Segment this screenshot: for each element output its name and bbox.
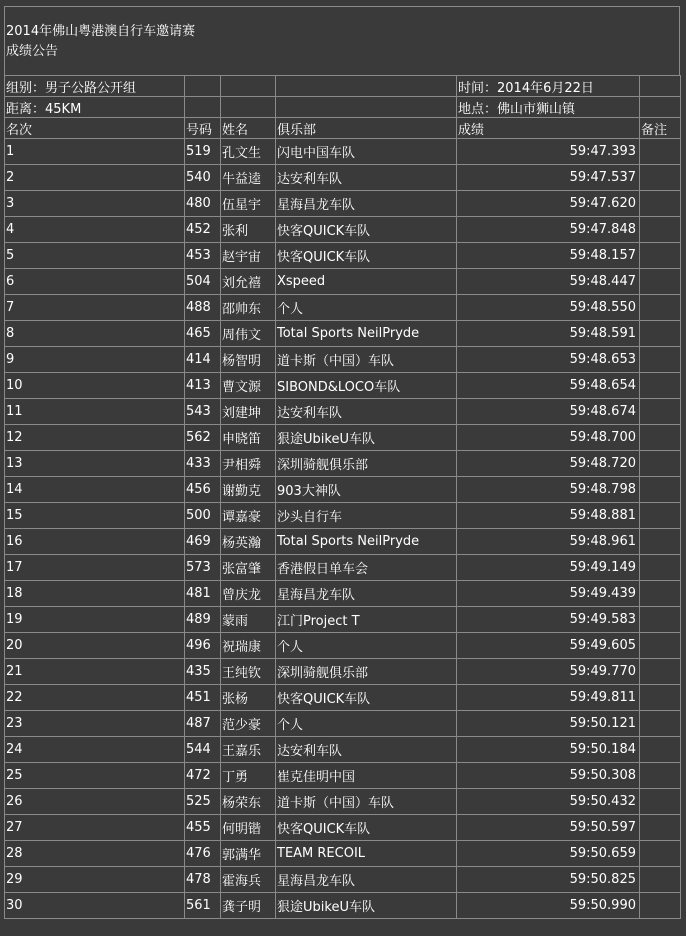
col-header-name: 姓名 (221, 118, 276, 139)
bib-cell: 487 (185, 711, 221, 737)
rank-cell: 1 (5, 139, 185, 165)
name-cell: 刘允禧 (221, 269, 276, 295)
bib-cell: 488 (185, 295, 221, 321)
name-cell: 范少豪 (221, 711, 276, 737)
rank-cell: 23 (5, 711, 185, 737)
bib-cell: 540 (185, 165, 221, 191)
club-cell: 狠途UbikeU车队 (276, 893, 457, 919)
bib-cell: 478 (185, 867, 221, 893)
remark-cell (640, 425, 681, 451)
rank-cell: 25 (5, 763, 185, 789)
result-cell: 59:48.798 (457, 477, 640, 503)
remark-cell (640, 347, 681, 373)
club-cell: TEAM RECOIL (276, 841, 457, 867)
table-row (5, 425, 681, 451)
remark-cell (640, 607, 681, 633)
name-cell: 张利 (221, 217, 276, 243)
club-cell: 深圳骑舰俱乐部 (276, 659, 457, 685)
bib-cell: 562 (185, 425, 221, 451)
title-block (4, 6, 680, 75)
table-row (5, 347, 681, 373)
remark-cell (640, 711, 681, 737)
name-cell: 谢勤克 (221, 477, 276, 503)
bib-cell: 561 (185, 893, 221, 919)
rank-cell: 12 (5, 425, 185, 451)
empty-cell (640, 97, 681, 118)
rank-cell: 20 (5, 633, 185, 659)
name-cell: 杨荣东 (221, 789, 276, 815)
rank-cell: 18 (5, 581, 185, 607)
result-cell: 59:47.620 (457, 191, 640, 217)
bib-cell: 469 (185, 529, 221, 555)
remark-cell (640, 217, 681, 243)
rank-cell: 26 (5, 789, 185, 815)
bib-cell: 481 (185, 581, 221, 607)
remark-cell (640, 243, 681, 269)
remark-cell (640, 321, 681, 347)
empty-cell (185, 76, 221, 97)
table-row (5, 711, 681, 737)
bib-cell: 504 (185, 269, 221, 295)
rank-cell: 19 (5, 607, 185, 633)
club-cell: 闪电中国车队 (276, 139, 457, 165)
remark-cell (640, 815, 681, 841)
empty-cell (276, 97, 457, 118)
empty-cell (185, 97, 221, 118)
result-cell: 59:48.591 (457, 321, 640, 347)
meta-row-distance (5, 97, 681, 118)
table-row (5, 503, 681, 529)
remark-cell (640, 763, 681, 789)
table-row (5, 373, 681, 399)
result-cell: 59:50.184 (457, 737, 640, 763)
rank-cell: 3 (5, 191, 185, 217)
club-cell: 903大神队 (276, 477, 457, 503)
rank-cell: 7 (5, 295, 185, 321)
remark-cell (640, 529, 681, 555)
results-sheet (4, 6, 680, 919)
table-row (5, 815, 681, 841)
table-row (5, 451, 681, 477)
club-cell: 星海昌龙车队 (276, 581, 457, 607)
result-cell: 59:50.121 (457, 711, 640, 737)
club-cell: 江门Project T (276, 607, 457, 633)
group-cell: 组别：男子公路公开组 (5, 76, 185, 97)
table-row (5, 737, 681, 763)
remark-cell (640, 269, 681, 295)
col-header-result: 成绩 (457, 118, 640, 139)
bib-cell: 519 (185, 139, 221, 165)
col-header-club: 俱乐部 (276, 118, 457, 139)
table-row (5, 191, 681, 217)
result-cell: 59:47.393 (457, 139, 640, 165)
result-cell: 59:48.157 (457, 243, 640, 269)
club-cell: Total Sports NeilPryde (276, 321, 457, 347)
rank-cell: 29 (5, 867, 185, 893)
table-row (5, 581, 681, 607)
club-cell: 道卡斯（中国）车队 (276, 347, 457, 373)
table-row (5, 477, 681, 503)
remark-cell (640, 139, 681, 165)
table-row (5, 555, 681, 581)
rank-cell: 5 (5, 243, 185, 269)
bib-cell: 525 (185, 789, 221, 815)
bib-cell: 544 (185, 737, 221, 763)
bib-cell: 413 (185, 373, 221, 399)
club-cell: 达安利车队 (276, 737, 457, 763)
club-cell: 星海昌龙车队 (276, 191, 457, 217)
result-cell: 59:49.149 (457, 555, 640, 581)
event-title: 2014年佛山粤港澳自行车邀请赛 (6, 24, 196, 39)
bib-cell: 543 (185, 399, 221, 425)
club-cell: 达安利车队 (276, 399, 457, 425)
rank-cell: 4 (5, 217, 185, 243)
club-cell: 深圳骑舰俱乐部 (276, 451, 457, 477)
rank-cell: 9 (5, 347, 185, 373)
table-row (5, 659, 681, 685)
club-cell: 崔克佳明中国 (276, 763, 457, 789)
table-row (5, 893, 681, 919)
rank-cell: 27 (5, 815, 185, 841)
result-cell: 59:47.848 (457, 217, 640, 243)
table-row (5, 685, 681, 711)
rank-cell: 2 (5, 165, 185, 191)
bib-cell: 455 (185, 815, 221, 841)
name-cell: 杨智明 (221, 347, 276, 373)
rank-cell: 6 (5, 269, 185, 295)
remark-cell (640, 373, 681, 399)
table-row (5, 867, 681, 893)
bib-cell: 453 (185, 243, 221, 269)
result-cell: 59:48.700 (457, 425, 640, 451)
remark-cell (640, 399, 681, 425)
bib-cell: 414 (185, 347, 221, 373)
remark-cell (640, 555, 681, 581)
table-row (5, 165, 681, 191)
empty-cell (640, 76, 681, 97)
club-cell: 星海昌龙车队 (276, 867, 457, 893)
table-row (5, 399, 681, 425)
rank-cell: 16 (5, 529, 185, 555)
table-row (5, 607, 681, 633)
rank-cell: 22 (5, 685, 185, 711)
rank-cell: 10 (5, 373, 185, 399)
result-cell: 59:49.583 (457, 607, 640, 633)
name-cell: 张杨 (221, 685, 276, 711)
name-cell: 霍海兵 (221, 867, 276, 893)
col-header-bib: 号码 (185, 118, 221, 139)
remark-cell (640, 503, 681, 529)
remark-cell (640, 191, 681, 217)
bib-cell: 433 (185, 451, 221, 477)
table-row (5, 789, 681, 815)
remark-cell (640, 789, 681, 815)
rank-cell: 11 (5, 399, 185, 425)
rank-cell: 15 (5, 503, 185, 529)
remark-cell (640, 867, 681, 893)
name-cell: 曾庆龙 (221, 581, 276, 607)
result-cell: 59:50.990 (457, 893, 640, 919)
name-cell: 祝瑞康 (221, 633, 276, 659)
rank-cell: 8 (5, 321, 185, 347)
name-cell: 刘建坤 (221, 399, 276, 425)
table-row (5, 217, 681, 243)
remark-cell (640, 841, 681, 867)
club-cell: 个人 (276, 633, 457, 659)
empty-cell (276, 76, 457, 97)
name-cell: 孔文生 (221, 139, 276, 165)
bib-cell: 573 (185, 555, 221, 581)
name-cell: 何明锴 (221, 815, 276, 841)
empty-cell (221, 76, 276, 97)
rank-cell: 21 (5, 659, 185, 685)
remark-cell (640, 581, 681, 607)
table-row (5, 841, 681, 867)
club-cell: 道卡斯（中国）车队 (276, 789, 457, 815)
rank-cell: 14 (5, 477, 185, 503)
result-cell: 59:48.961 (457, 529, 640, 555)
table-row (5, 321, 681, 347)
name-cell: 赵宇宙 (221, 243, 276, 269)
name-cell: 郭满华 (221, 841, 276, 867)
name-cell: 尹相舜 (221, 451, 276, 477)
table-row (5, 139, 681, 165)
bib-cell: 489 (185, 607, 221, 633)
club-cell: 快客QUICK车队 (276, 243, 457, 269)
bib-cell: 456 (185, 477, 221, 503)
rank-cell: 24 (5, 737, 185, 763)
name-cell: 申晓笛 (221, 425, 276, 451)
table-row (5, 295, 681, 321)
bib-cell: 476 (185, 841, 221, 867)
name-cell: 伍星宇 (221, 191, 276, 217)
remark-cell (640, 893, 681, 919)
club-cell: 快客QUICK车队 (276, 685, 457, 711)
result-cell: 59:49.439 (457, 581, 640, 607)
table-row (5, 529, 681, 555)
rank-cell: 30 (5, 893, 185, 919)
remark-cell (640, 737, 681, 763)
club-cell: 达安利车队 (276, 165, 457, 191)
name-cell: 王嘉乐 (221, 737, 276, 763)
remark-cell (640, 685, 681, 711)
name-cell: 丁勇 (221, 763, 276, 789)
name-cell: 杨英瀚 (221, 529, 276, 555)
bib-cell: 472 (185, 763, 221, 789)
bib-cell: 451 (185, 685, 221, 711)
club-cell: 香港假日单车会 (276, 555, 457, 581)
name-cell: 周伟文 (221, 321, 276, 347)
time-date-cell: 时间：2014年6月22日 (457, 76, 640, 97)
results-table (4, 75, 681, 919)
header-row (5, 118, 681, 139)
result-cell: 59:48.881 (457, 503, 640, 529)
name-cell: 牛益逵 (221, 165, 276, 191)
result-cell: 59:48.654 (457, 373, 640, 399)
table-row (5, 633, 681, 659)
table-row (5, 269, 681, 295)
bib-cell: 435 (185, 659, 221, 685)
meta-row-group (5, 76, 681, 97)
remark-cell (640, 451, 681, 477)
club-cell: 沙头自行车 (276, 503, 457, 529)
table-row (5, 763, 681, 789)
bib-cell: 500 (185, 503, 221, 529)
club-cell: 狠途UbikeU车队 (276, 425, 457, 451)
remark-cell (640, 165, 681, 191)
rank-cell: 13 (5, 451, 185, 477)
bib-cell: 465 (185, 321, 221, 347)
name-cell: 蒙雨 (221, 607, 276, 633)
name-cell: 张富肇 (221, 555, 276, 581)
name-cell: 龚子明 (221, 893, 276, 919)
result-cell: 59:48.447 (457, 269, 640, 295)
remark-cell (640, 659, 681, 685)
result-cell: 59:50.432 (457, 789, 640, 815)
col-header-remark: 备注 (640, 118, 681, 139)
bib-cell: 496 (185, 633, 221, 659)
club-cell: Total Sports NeilPryde (276, 529, 457, 555)
club-cell: 个人 (276, 711, 457, 737)
result-cell: 59:48.653 (457, 347, 640, 373)
result-cell: 59:48.720 (457, 451, 640, 477)
bib-cell: 452 (185, 217, 221, 243)
club-cell: 个人 (276, 295, 457, 321)
result-cell: 59:49.605 (457, 633, 640, 659)
col-header-rank: 名次 (5, 118, 185, 139)
rank-cell: 17 (5, 555, 185, 581)
result-cell: 59:48.674 (457, 399, 640, 425)
distance-cell: 距离：45KM (5, 97, 185, 118)
name-cell: 曹文源 (221, 373, 276, 399)
result-cell: 59:49.770 (457, 659, 640, 685)
result-cell: 59:49.811 (457, 685, 640, 711)
result-cell: 59:50.597 (457, 815, 640, 841)
place-cell: 地点：佛山市狮山镇 (457, 97, 640, 118)
club-cell: Xspeed (276, 269, 457, 295)
remark-cell (640, 295, 681, 321)
result-cell: 59:50.659 (457, 841, 640, 867)
table-row (5, 243, 681, 269)
empty-cell (221, 97, 276, 118)
result-cell: 59:47.537 (457, 165, 640, 191)
rank-cell: 28 (5, 841, 185, 867)
result-cell: 59:50.825 (457, 867, 640, 893)
name-cell: 谭嘉豪 (221, 503, 276, 529)
club-cell: SIBOND&LOCO车队 (276, 373, 457, 399)
result-cell: 59:48.550 (457, 295, 640, 321)
remark-cell (640, 633, 681, 659)
name-cell: 邵帅东 (221, 295, 276, 321)
remark-cell (640, 477, 681, 503)
club-cell: 快客QUICK车队 (276, 217, 457, 243)
result-cell: 59:50.308 (457, 763, 640, 789)
name-cell: 王纯钦 (221, 659, 276, 685)
announcement-subtitle: 成绩公告 (6, 44, 59, 59)
bib-cell: 480 (185, 191, 221, 217)
club-cell: 快客QUICK车队 (276, 815, 457, 841)
